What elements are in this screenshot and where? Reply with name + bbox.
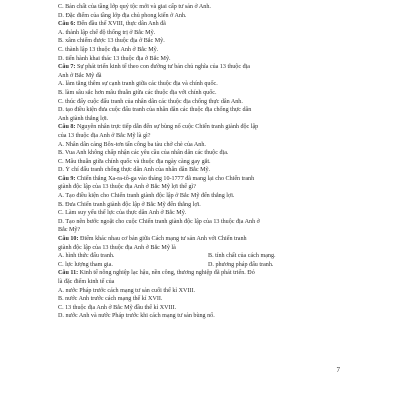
answer-option: A. hình thức đấu tranh.	[58, 253, 115, 260]
continuation-line	[58, 278, 358, 287]
answer-option	[58, 209, 358, 218]
question-text: Sự phát triển kinh tế theo con đường tư bản chủ nghĩa của 13 thuộc địa	[75, 64, 251, 71]
line-text: giành độc lập của 13 thuộc địa Anh ở Bắc Mỹ lợi thế gì?	[58, 184, 196, 191]
answer-option	[58, 295, 358, 304]
answer-option	[58, 89, 358, 98]
answer-option	[58, 201, 358, 210]
line-text: B. nước Anh trước cách mạng thế kỉ XVII.	[58, 296, 163, 303]
question-text: Nguyên nhân trực tiếp dẫn đến sự bùng nổ cuộc Chiến tranh giành độc lập	[75, 124, 259, 131]
question-label: Câu 11:	[58, 270, 79, 277]
answer-option	[58, 12, 358, 21]
answer-option	[58, 192, 358, 201]
line-text: Bắc Mỹ?	[58, 227, 81, 234]
line-text: Anh ở Bắc Mỹ đã	[58, 72, 102, 79]
answer-option	[58, 166, 358, 175]
question-text: Đến đầu thế XVIII, thực dân Anh đã	[75, 21, 166, 28]
answer-option	[58, 158, 358, 167]
line-text: A. Tạo điều kiện cho Chiến tranh giành độc lập ở Bắc Mỹ đến thắng lợi.	[58, 193, 235, 200]
answer-option: D. phương pháp đấu tranh.	[208, 261, 274, 268]
line-text: C. Mâu thuẫn giữa chính quốc và thuộc địa ngày càng gay gắt.	[58, 158, 211, 165]
answer-option: B. tính chất của cách mạng.	[208, 253, 276, 260]
line-text: D. tạo điều kiện đưa cuộc đấu tranh của nhân dân các thuộc địa chống thực dân	[58, 107, 252, 114]
line-text: A. thành lập chế độ thống trị ở Bắc Mỹ.	[58, 29, 156, 36]
line-text: B. xâm chiếm được 13 thuộc địa ở Bắc Mỹ.	[58, 38, 165, 45]
answer-option	[58, 304, 358, 313]
answer-option	[58, 3, 358, 12]
answer-option	[58, 218, 358, 227]
answer-option	[58, 46, 358, 55]
question-line	[58, 235, 358, 244]
page-number: 7	[336, 366, 340, 374]
question-text: Điểm khác nhau cơ bản giữa Cách mạng tư sản Anh với Chiến tranh	[78, 236, 247, 243]
line-text: A. Nhân dân cảng Bôx-tơn tấn công ba tàu chở chè của Anh.	[58, 141, 206, 148]
line-text: A. làm tăng thêm sự cạnh tranh giữa các thuộc địa và chính quốc.	[58, 81, 218, 88]
answer-option	[58, 149, 358, 158]
answer-option	[58, 80, 358, 89]
answer-option	[58, 287, 358, 296]
line-text: giành độc lập của 13 thuộc địa Anh ở Bắc Mỹ là	[58, 244, 176, 251]
answer-option: C. lực lượng tham gia.	[58, 261, 113, 268]
line-text: là đặc điểm kinh tế của	[58, 279, 115, 285]
continuation-line	[58, 72, 358, 81]
question-text: Kinh tế nông nghiệp lạc hậu, nền công, thương nghiệp đã phát triển. Đó	[78, 270, 255, 277]
continuation-line	[58, 183, 358, 192]
option-pair-line	[58, 261, 358, 270]
line-text: D. tiến hành khai thác 13 thuộc địa ở Bắc Mỹ.	[58, 55, 171, 62]
line-text: C. Bản chất của tầng lớp quý tộc mới và giai cấp tư sản ở Anh.	[58, 4, 211, 10]
question-label: Câu 7:	[58, 64, 76, 71]
line-text: D. Ý chí đấu tranh chống thực dân Anh của nhân dân Bắc Mỹ.	[58, 167, 211, 174]
line-text: C. Làm suy yếu thế lực của thực dân Anh ở Bắc Mỹ.	[58, 210, 187, 217]
line-text: B. Đưa Chiến tranh giành độc lập ở Bắc Mỹ đến thắng lợi.	[58, 201, 201, 208]
answer-option	[58, 106, 358, 115]
question-label: Câu 9:	[58, 175, 76, 182]
question-label: Câu 10:	[58, 236, 79, 243]
question-line	[58, 175, 358, 184]
answer-option	[58, 141, 358, 150]
line-text: C. thành lập 13 thuộc địa Anh ở Bắc Mỹ.	[58, 46, 159, 53]
line-text: C. thúc đẩy cuộc đấu tranh của nhân dân các thuộc địa chống thực dân Anh.	[58, 98, 243, 105]
answer-option	[58, 29, 358, 38]
continuation-line	[58, 115, 358, 124]
question-line	[58, 63, 358, 72]
line-text: D. Đặc điểm của tầng lớp địa chủ phong kiến ở Anh.	[58, 12, 187, 19]
continuation-line	[58, 226, 358, 235]
question-line	[58, 123, 358, 132]
document-body	[58, 3, 358, 321]
question-line	[58, 20, 358, 29]
line-text: Anh giành thắng lợi.	[58, 115, 109, 122]
answer-option	[58, 55, 358, 64]
option-pair-line	[58, 252, 358, 261]
continuation-line	[58, 244, 358, 253]
continuation-line	[58, 132, 358, 141]
line-text: D. Tạo nên bước ngoặt cho cuộc Chiến tranh giành độc lập của 13 thuộc địa Anh ở	[58, 218, 260, 225]
line-text: D. nước Anh và nước Pháp trước khi cách mạng tư sản bùng nổ.	[58, 313, 215, 320]
line-text: C. 13 thuộc địa Anh ở Bắc Mỹ đầu thế kỉ XVIII.	[58, 304, 177, 311]
answer-option	[58, 98, 358, 107]
answer-option	[58, 312, 358, 321]
question-label: Câu 8:	[58, 124, 76, 131]
line-text: B. làm sâu sắc hơn mâu thuẫn giữa các thuộc địa với chính quốc.	[58, 89, 217, 96]
line-text: của 13 thuộc địa Anh ở Bắc Mỹ là gì?	[58, 132, 151, 139]
answer-option	[58, 37, 358, 46]
question-text: Chiến thắng Xa-ra-tô-ga vào tháng 10-1777 đã mang lại cho Chiến tranh	[75, 175, 255, 182]
question-line	[58, 269, 358, 278]
line-text: A. nước Pháp trước cách mạng tư sản cuối thế kỉ XVIII.	[58, 287, 196, 294]
question-label: Câu 6:	[58, 21, 76, 28]
line-text: B. Vua Anh không chấp nhận các yêu cầu của nhân dân các thuộc địa.	[58, 150, 229, 157]
